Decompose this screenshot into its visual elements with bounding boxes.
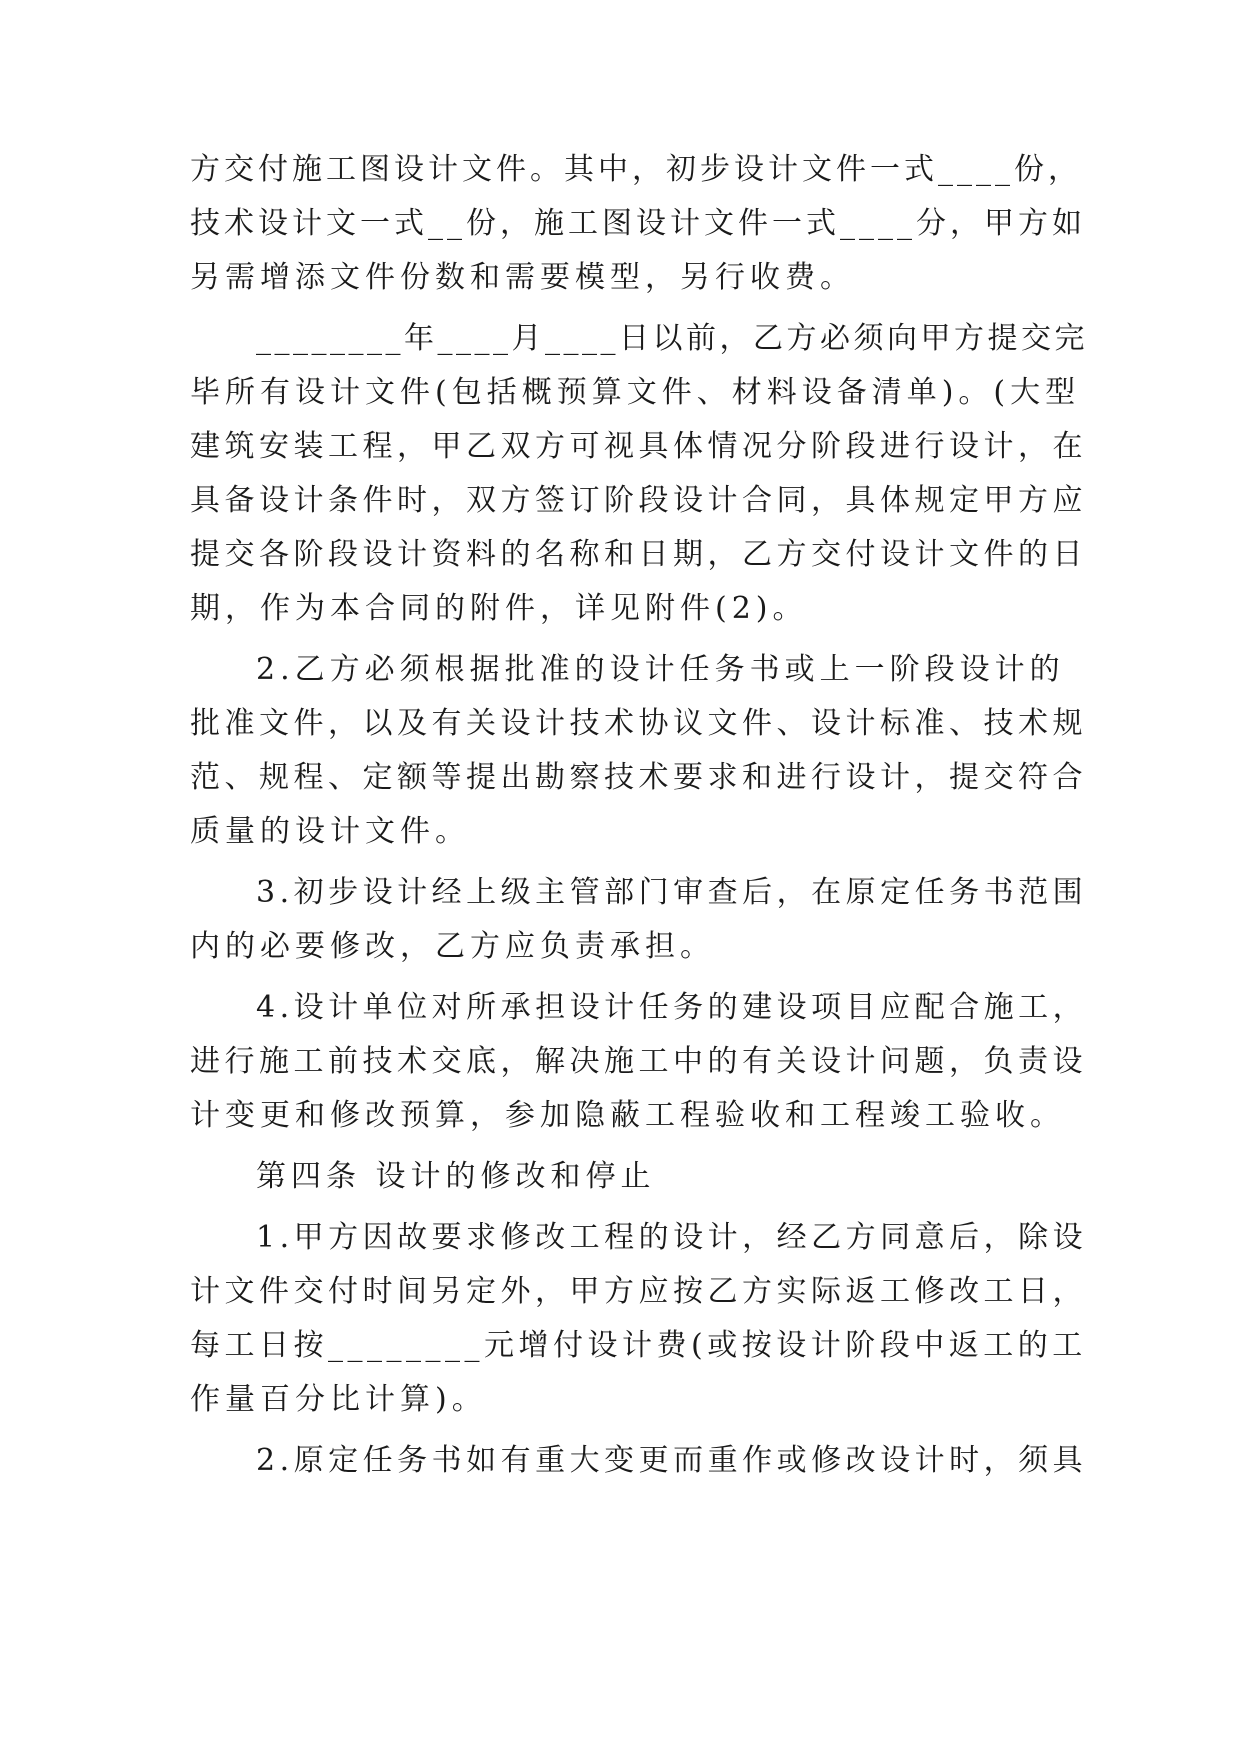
text-line: 计文件交付时间另定外，甲方应按乙方实际返工修改工日， (190, 1274, 1087, 1309)
text-line: ________年____月____日以前，乙方必须向甲方提交完 (256, 321, 1088, 356)
text-line: 4.设计单位对所承担设计任务的建设项目应配合施工， (256, 990, 1088, 1025)
text-line: 技术设计文一式__份，施工图设计文件一式____分，甲方如 (190, 206, 1086, 241)
text-line: 期，作为本合同的附件，详见附件(2)。 (190, 591, 808, 626)
text-line: 每工日按________元增付设计费(或按设计阶段中返工的工 (190, 1328, 1087, 1363)
text-line: 2.乙方必须根据批准的设计任务书或上一阶段设计的 (256, 652, 1065, 687)
text-line: 提交各阶段设计资料的名称和日期，乙方交付设计文件的日 (190, 537, 1087, 572)
text-line: 毕所有设计文件(包括概预算文件、材料设备清单)。(大型 (190, 375, 1081, 410)
text-line: 作量百分比计算)。 (190, 1382, 487, 1417)
text-line: 批准文件，以及有关设计技术协议文件、设计标准、技术规 (190, 706, 1087, 741)
text-line: 2.原定任务书如有重大变更而重作或修改设计时，须具 (256, 1443, 1088, 1478)
section-heading: 第四条 设计的修改和停止 (256, 1159, 656, 1194)
text-line: 具备设计条件时，双方签订阶段设计合同，具体规定甲方应 (190, 483, 1087, 518)
text-line: 计变更和修改预算，参加隐蔽工程验收和工程竣工验收。 (190, 1098, 1065, 1133)
text-line: 3.初步设计经上级主管部门审查后，在原定任务书范围 (256, 875, 1088, 910)
text-line: 另需增添文件份数和需要模型，另行收费。 (190, 260, 855, 295)
text-line: 方交付施工图设计文件。其中，初步设计文件一式____份， (190, 152, 1082, 187)
text-line: 建筑安装工程，甲乙双方可视具体情况分阶段进行设计，在 (190, 429, 1087, 464)
text-line: 1.甲方因故要求修改工程的设计，经乙方同意后，除设 (256, 1220, 1088, 1255)
text-line: 内的必要修改，乙方应负责承担。 (190, 929, 715, 964)
text-line: 质量的设计文件。 (190, 814, 470, 849)
text-line: 进行施工前技术交底，解决施工中的有关设计问题，负责设 (190, 1044, 1087, 1079)
text-line: 范、规程、定额等提出勘察技术要求和进行设计，提交符合 (190, 760, 1087, 795)
